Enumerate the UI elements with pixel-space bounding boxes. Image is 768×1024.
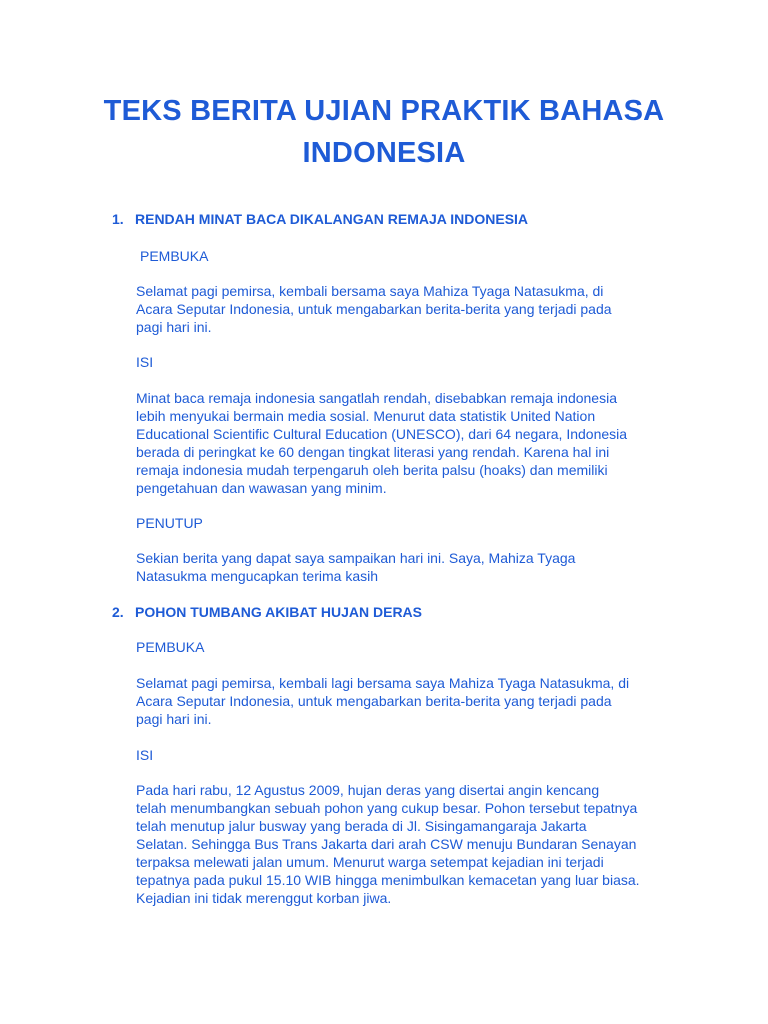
closing-paragraph xyxy=(136,549,696,585)
paragraph-line: Natasukma mengucapkan terima kasih xyxy=(136,568,379,584)
paragraph-line: lebih menyukai bermain media sosial. Menurut data statistik United Nation xyxy=(136,408,596,424)
paragraph-line: pagi hari ini. xyxy=(136,711,212,727)
body-paragraph xyxy=(136,389,696,497)
section-heading xyxy=(112,210,732,228)
paragraph-line: Acara Seputar Indonesia, untuk mengabarkan berita-berita yang terjadi pada xyxy=(136,301,612,317)
body-label: ISI xyxy=(136,747,154,763)
document-title xyxy=(60,90,708,174)
paragraph-line: Acara Seputar Indonesia, untuk mengabarkan berita-berita yang terjadi pada xyxy=(136,693,612,709)
paragraph-line: Sekian berita yang dapat saya sampaikan hari ini. Saya, Mahiza Tyaga xyxy=(136,550,576,566)
paragraph-line: tepatnya pada pukul 15.10 WIB hingga menimbulkan kemacetan yang luar biasa. xyxy=(136,872,640,888)
paragraph-line: Selatan. Sehingga Bus Trans Jakarta dari arah CSW menuju Bundaran Senayan xyxy=(136,836,637,852)
opening-paragraph xyxy=(136,674,696,728)
section-number: 2. xyxy=(112,604,124,620)
paragraph-line: pagi hari ini. xyxy=(136,319,212,335)
section-title: RENDAH MINAT BACA DIKALANGAN REMAJA INDONESIA xyxy=(135,211,529,227)
opening-paragraph xyxy=(136,282,696,336)
paragraph-line: Kejadian ini tidak merenggut korban jiwa. xyxy=(136,890,392,906)
paragraph-line: telah menutup jalur busway yang berada di Jl. Sisingamangaraja Jakarta xyxy=(136,818,587,834)
opening-label: PEMBUKA xyxy=(136,639,205,655)
paragraph-line: Selamat pagi pemirsa, kembali lagi bersama saya Mahiza Tyaga Natasukma, di xyxy=(136,675,630,691)
closing-label: PENUTUP xyxy=(136,515,203,531)
paragraph-line: remaja indonesia mudah terpengaruh oleh berita palsu (hoaks) dan memiliki xyxy=(136,462,608,478)
body-label: ISI xyxy=(136,354,154,370)
paragraph-line: Pada hari rabu, 12 Agustus 2009, hujan deras yang disertai angin kencang xyxy=(136,782,600,798)
paragraph-line: terpaksa melewati jalan umum. Menurut warga setempat kejadian ini terjadi xyxy=(136,854,604,870)
section-title: POHON TUMBANG AKIBAT HUJAN DERAS xyxy=(135,604,422,620)
paragraph-line: Minat baca remaja indonesia sangatlah rendah, disebabkan remaja indonesia xyxy=(136,390,617,406)
paragraph-line: pengetahuan dan wawasan yang minim. xyxy=(136,480,387,496)
paragraph-line: Educational Scientific Cultural Education (UNESCO), dari 64 negara, Indonesia xyxy=(136,426,628,442)
paragraph-line: telah menumbangkan sebuah pohon yang cukup besar. Pohon tersebut tepatnya xyxy=(136,800,638,816)
paragraph-line: Selamat pagi pemirsa, kembali bersama saya Mahiza Tyaga Natasukma, di xyxy=(136,283,604,299)
section-heading xyxy=(112,603,732,621)
opening-label: PEMBUKA xyxy=(140,248,209,264)
title-line: TEKS BERITA UJIAN PRAKTIK BAHASA xyxy=(103,95,665,127)
paragraph-line: berada di peringkat ke 60 dengan tingkat literasi yang rendah. Karena hal ini xyxy=(136,444,610,460)
title-line: INDONESIA xyxy=(302,137,466,169)
section-number: 1. xyxy=(112,211,124,227)
body-paragraph xyxy=(136,781,696,907)
